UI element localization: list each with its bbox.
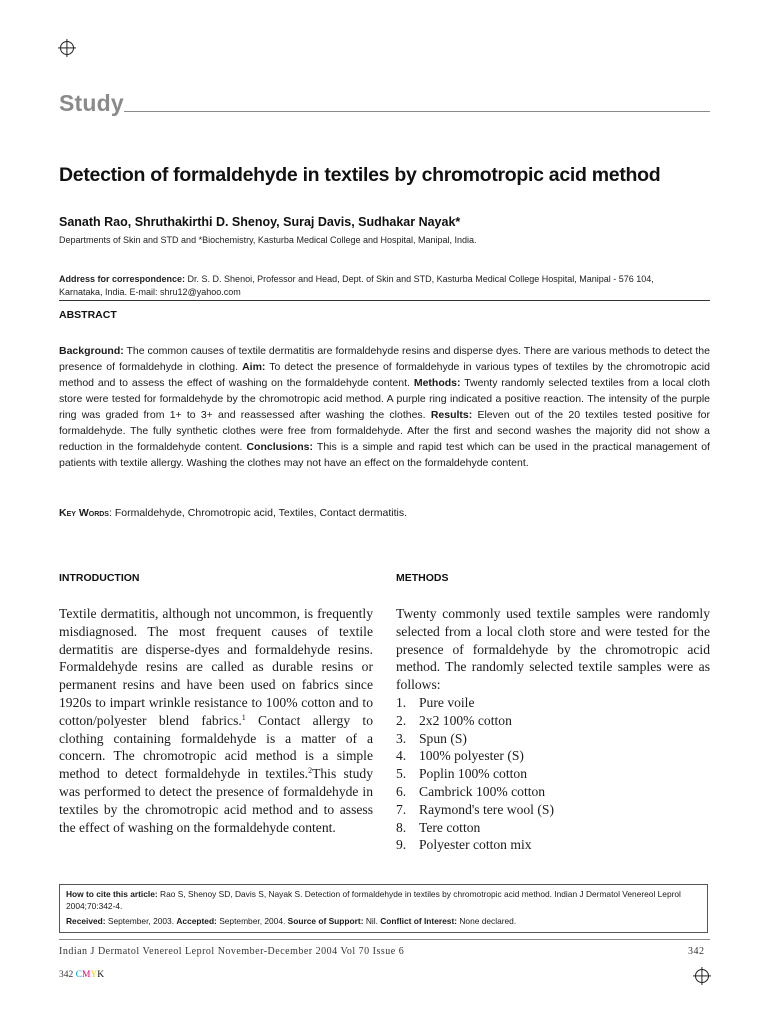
author-list: Sanath Rao, Shruthakirthi D. Shenoy, Suraj Davis, Sudhakar Nayak* <box>59 215 461 229</box>
abstract-conclusions: This is a simple and rapid test which can be used in the practical management of patients with textile allergy. Washing the clothes may not have an effect on the formaldehyde content. <box>59 441 710 469</box>
abstract-body <box>59 343 710 471</box>
print-slug-yellow: Y <box>90 970 98 980</box>
footer-page-number: 342 <box>688 946 705 957</box>
accepted-label: Accepted: <box>176 916 217 927</box>
list-item-text: Pure voile <box>419 694 475 710</box>
registration-mark-top-icon <box>60 41 74 55</box>
print-slug <box>59 970 104 980</box>
conflict-of-interest: None declared. <box>459 916 517 927</box>
reference-superscript-1[interactable]: 1 <box>241 712 246 722</box>
print-slug-magenta: M <box>81 970 91 980</box>
list-item-text: Raymond's tere wool (S) <box>419 801 554 817</box>
article-title: Detection of formaldehyde in textiles by chromotropic acid method <box>59 164 661 186</box>
list-item-number: 5. <box>396 766 407 782</box>
print-slug-page: 342 <box>59 970 74 980</box>
methods-heading: METHODS <box>396 572 449 584</box>
abstract-heading: ABSTRACT <box>59 309 117 321</box>
list-item <box>396 747 710 765</box>
abstract-results-label: Results: <box>430 409 473 421</box>
keywords <box>59 507 710 519</box>
keywords-list: : Formaldehyde, Chromotropic acid, Textiles, Contact dermatitis. <box>108 507 407 519</box>
list-item-number: 8. <box>396 819 407 835</box>
list-item-number: 1. <box>396 694 407 710</box>
accepted-date: September, 2004. <box>219 916 286 927</box>
list-item <box>396 801 710 819</box>
how-to-cite-text: Rao S, Shenoy SD, Davis S, Nayak S. Detection of formaldehyde in textiles by chromotropic acid method. Indian J Dermatol Venereol Leprol 2004;70:342-4. <box>66 889 681 912</box>
conflict-of-interest-label: Conflict of Interest: <box>380 916 458 927</box>
source-of-support-label: Source of Support: <box>287 916 364 927</box>
list-item-number: 9. <box>396 837 407 853</box>
correspondence-label: Address for correspondence: <box>59 274 186 284</box>
list-item <box>396 712 710 730</box>
section-rule <box>124 111 710 112</box>
list-item-number: 4. <box>396 748 407 764</box>
citation-box <box>59 884 708 933</box>
correspondence-address <box>59 273 699 298</box>
list-item-number: 3. <box>396 730 407 746</box>
list-item <box>396 836 710 854</box>
abstract-methods-label: Methods: <box>413 377 461 389</box>
abstract-methods: Twenty randomly selected textiles from a local cloth store were tested for formaldehyde by the chromotropic acid method. A purple ring indicated a positive reaction. The intensity of the purple ring was graded from 1+ to 3+ and reassessed after washing the clothes. <box>59 377 710 421</box>
received-date: September, 2003. <box>107 916 175 927</box>
list-item-number: 2. <box>396 712 407 728</box>
reference-superscript-2[interactable]: 2 <box>308 766 313 776</box>
how-to-cite-label: How to cite this article: <box>66 889 158 899</box>
header-divider <box>59 300 710 301</box>
list-item-text: Polyester cotton mix <box>419 837 532 853</box>
list-item <box>396 694 710 712</box>
section-label: Study <box>59 90 124 116</box>
publication-info <box>66 915 701 927</box>
abstract-background-label: Background: <box>59 345 124 357</box>
abstract-background: The common causes of textile dermatitis are formaldehyde resins and disperse dyes. There are various methods to detect the presence of formaldehyde in clothing. <box>59 345 710 373</box>
list-item <box>396 819 710 837</box>
abstract-conclusions-label: Conclusions: <box>246 441 313 453</box>
source-of-support: Nil. <box>365 916 378 927</box>
introduction-text-3: This study was performed to detect the presence of formaldehyde in textiles by the chromotropic acid method and to assess the effect of washing on the formaldehyde content. <box>59 766 373 835</box>
methods-intro: Twenty commonly used textile samples were randomly selected from a local cloth store and were tested for the presence of formaldehyde by the chromotropic acid method. The randomly selected textile samples were as follows: <box>396 606 710 693</box>
keywords-label: Key Words <box>59 507 109 519</box>
list-item-text: Cambrick 100% cotton <box>419 783 546 799</box>
print-slug-black: K <box>97 970 105 980</box>
introduction-heading: INTRODUCTION <box>59 572 140 584</box>
list-item-text: Tere cotton <box>419 819 481 835</box>
abstract-results: Eleven out of the 20 textiles tested positive for formaldehyde. The fully synthetic clothes were free from formaldehyde. After the first and second washes the majority did not show a reduction in the formaldehyde content. <box>59 409 710 453</box>
author-affiliation: Departments of Skin and STD and *Biochemistry, Kasturba Medical College and Hospital, Manipal, India. <box>59 235 477 245</box>
introduction-text-1: Textile dermatitis, although not uncommon, is frequently misdiagnosed. The most frequent causes of textile dermatitis are disperse-dyes and formaldehyde resins. Formaldehyde resins are called as durable resins or permanent resins and have been used on fabrics since 1920s to impart wrinkle resistance to 100% cotton and to cotton/polyester blend fabrics. <box>59 606 373 728</box>
list-item-number: 6. <box>396 783 407 799</box>
sample-list <box>396 694 710 854</box>
introduction-body <box>59 605 373 836</box>
abstract-aim: To detect the presence of formaldehyde in various types of textiles by the chromotropic acid method and to assess the effect of washing on the formaldehyde content. <box>59 361 710 389</box>
list-item-text: 2x2 100% cotton <box>419 712 512 728</box>
how-to-cite <box>66 888 701 912</box>
list-item-text: Poplin 100% cotton <box>419 766 527 782</box>
methods-body <box>396 605 710 854</box>
footer-journal-info: Indian J Dermatol Venereol Leprol November-December 2004 Vol 70 Issue 6 <box>59 946 405 957</box>
introduction-text-2: Contact allergy to clothing containing formaldehyde is a matter of a concern. The chromotropic acid method is a simple method to detect formaldehyde in textiles. <box>59 712 374 782</box>
list-item <box>396 730 710 748</box>
list-item <box>396 783 710 801</box>
registration-mark-bottom-icon <box>695 969 709 983</box>
received-label: Received: <box>66 916 106 927</box>
list-item-text: Spun (S) <box>419 730 467 746</box>
list-item-text: 100% polyester (S) <box>419 748 524 764</box>
list-item <box>396 765 710 783</box>
list-item-number: 7. <box>396 801 407 817</box>
print-slug-cyan: C <box>75 970 82 980</box>
correspondence-text: Dr. S. D. Shenoi, Professor and Head, Dept. of Skin and STD, Kasturba Medical College Hospital, Manipal - 576 104, Karnataka, India. E-mail: shru12@yahoo.com <box>59 274 654 297</box>
footer-divider <box>59 939 710 940</box>
abstract-aim-label: Aim: <box>242 361 266 373</box>
